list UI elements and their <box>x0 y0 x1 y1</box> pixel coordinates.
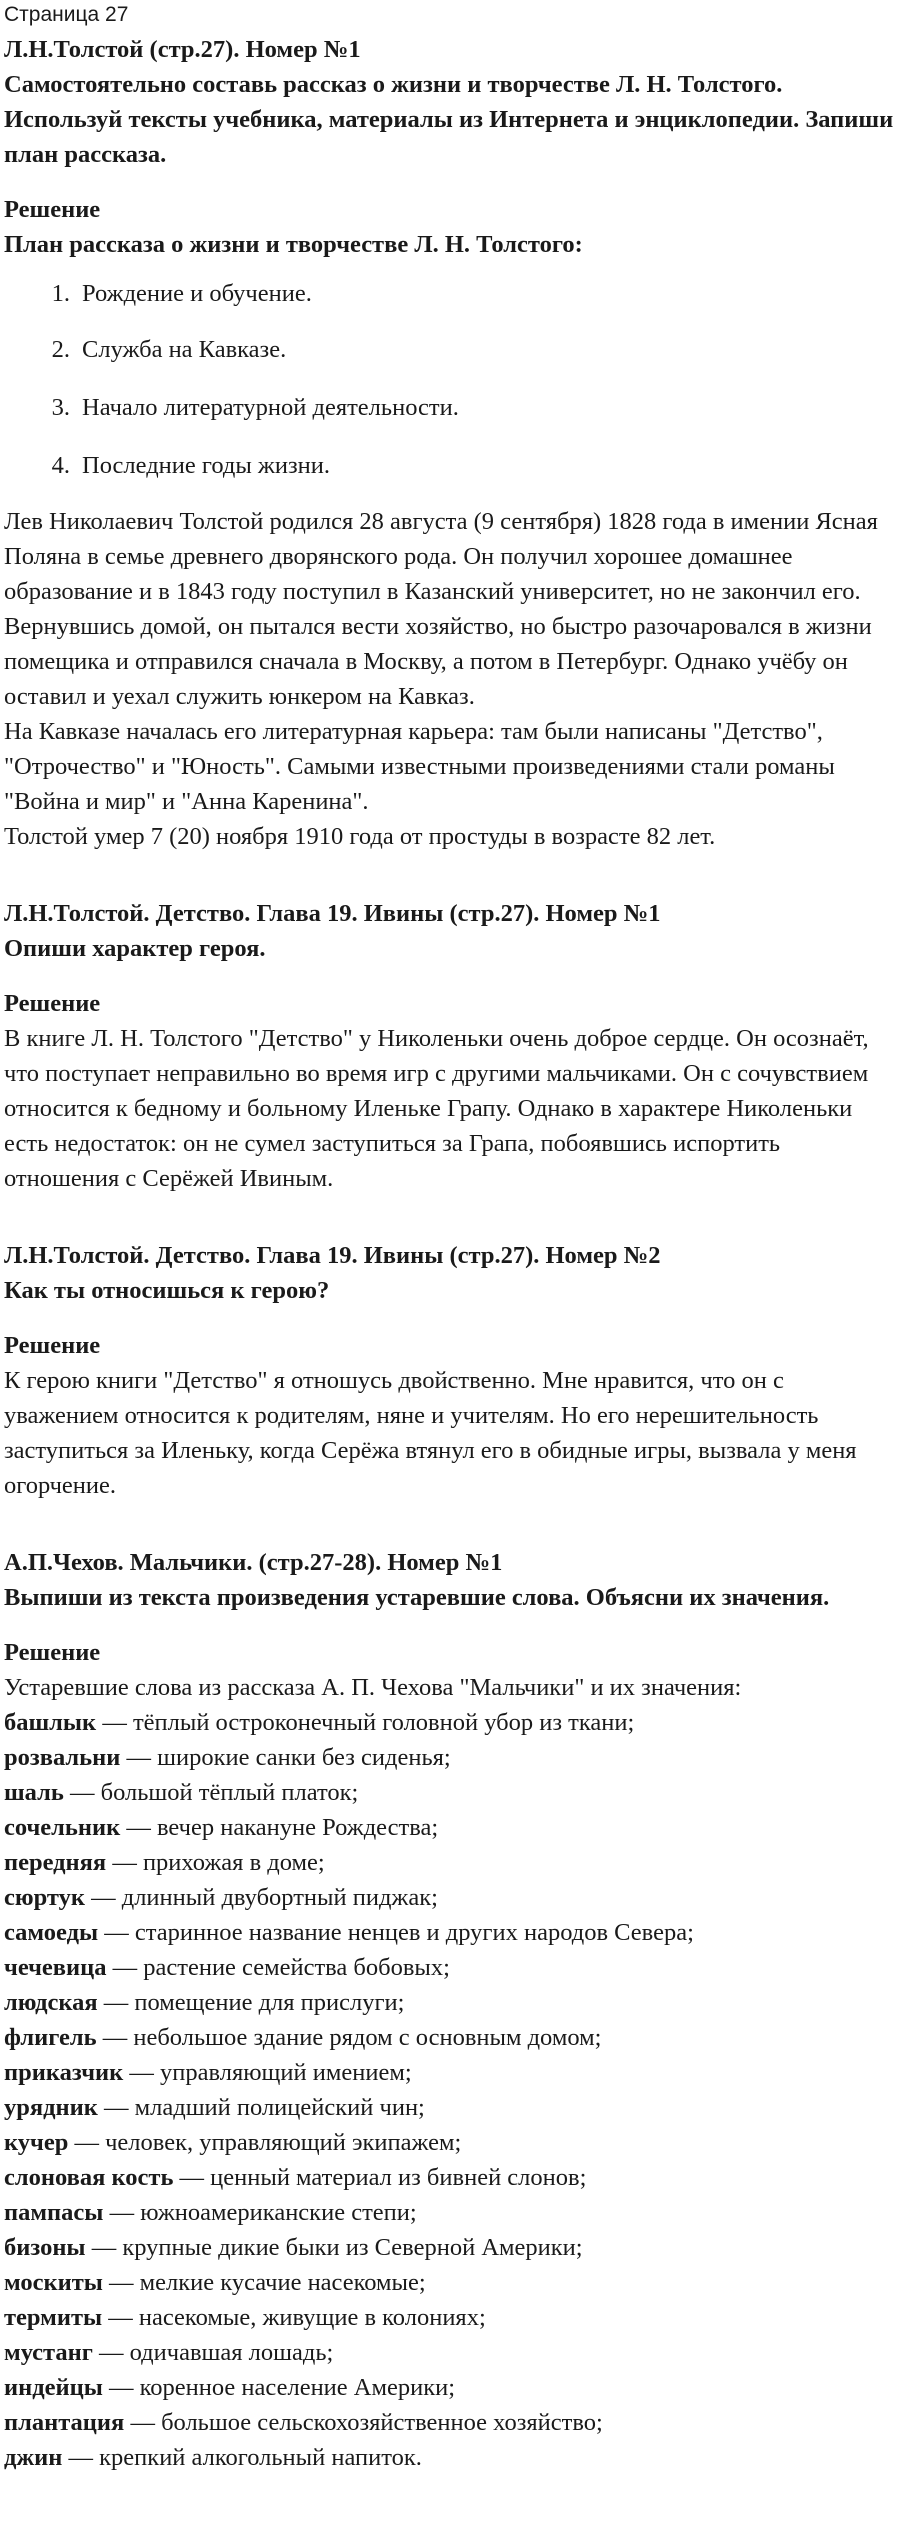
vocab-term: башлык <box>4 1709 97 1736</box>
vocab-definition: — помещение для прислуги; <box>97 1989 405 2016</box>
task-question: Выпиши из текста произведения устаревшие слова. Объясни их значения. <box>4 1584 830 1611</box>
vocab-term: плантация <box>4 2409 125 2436</box>
task-question: Самостоятельно составь рассказ о жизни и творчестве Л. Н. Толстого. Используй тексты учебника, материалы из Интернета и энциклопедии. Запиши план рассказа. <box>4 71 894 168</box>
task-title: Л.Н.Толстой. Детство. Глава 19. Ивины (стр.27). Номер №2 <box>4 1242 661 1269</box>
solution-heading: Решение <box>4 1639 101 1666</box>
answer-paragraph: В книге Л. Н. Толстого "Детство" у Николеньки очень доброе сердце. Он осознаёт, что поступает неправильно во время игр с другими мальчиками. Он с сочувствием относится к бедному и больному Иленьке Грапу. Однако в характере Николеньки есть недостаток: он не сумел заступиться за Грапа, побоявшись испортить отношения с Серёжей Ивиным. <box>4 1025 869 1192</box>
vocab-entry <box>4 1950 896 1985</box>
vocab-entry <box>4 2020 896 2055</box>
task-question: Как ты относишься к герою? <box>4 1277 330 1304</box>
vocab-definition: — небольшое здание рядом с основным домом; <box>96 2024 602 2051</box>
vocab-entry <box>4 2370 896 2405</box>
vocab-definition: — длинный двубортный пиджак; <box>84 1884 438 1911</box>
vocab-definition: — ценный материал из бивней слонов; <box>173 2164 587 2191</box>
plan-item <box>4 320 896 378</box>
vocab-term: мустанг <box>4 2339 93 2366</box>
vocab-entry <box>4 2230 896 2265</box>
vocab-term: сюртук <box>4 1884 85 1911</box>
vocab-term: розвальни <box>4 1744 121 1771</box>
vocab-entry <box>4 1985 896 2020</box>
vocab-definition: — крупные дикие быки из Северной Америки; <box>85 2234 583 2261</box>
vocab-term: людская <box>4 1989 98 2016</box>
vocab-entry <box>4 1880 896 1915</box>
vocab-definition: — управляющий имением; <box>123 2059 412 2086</box>
vocab-definition: — коренное население Америки; <box>102 2374 456 2401</box>
plan-item <box>4 378 896 436</box>
vocab-definition: — тёплый остроконечный головной убор из ткани; <box>96 1709 635 1736</box>
task-title: А.П.Чехов. Мальчики. (стр.27-28). Номер №1 <box>4 1549 503 1576</box>
plan-item-number: 2. <box>51 336 70 363</box>
task-title: Л.Н.Толстой (стр.27). Номер №1 <box>4 36 361 63</box>
vocab-term: чечевица <box>4 1954 107 1981</box>
vocab-entry <box>4 1915 896 1950</box>
vocab-entry <box>4 2335 896 2370</box>
vocab-list <box>4 1705 896 2475</box>
plan-item-text: Последние годы жизни. <box>82 452 330 479</box>
answer-paragraph: Лев Николаевич Толстой родился 28 августа (9 сентября) 1828 года в имении Ясная Поляна в семье древнего дворянского рода. Он получил хорошее домашнее образование и в 1843 году поступил в Казанский университет, но не закончил его. <box>4 508 878 605</box>
vocab-term: кучер <box>4 2129 69 2156</box>
task-childhood-character <box>4 896 896 1196</box>
vocab-entry <box>4 1705 896 1740</box>
vocab-definition: — большое сельскохозяйственное хозяйство; <box>124 2409 603 2436</box>
vocab-entry <box>4 1810 896 1845</box>
answer-paragraph: На Кавказе началась его литературная карьера: там были написаны "Детство", "Отрочество" и "Юность". Самыми известными произведениями стали романы "Война и мир" и "Анна Каренина". <box>4 718 835 815</box>
solution-heading: Решение <box>4 1332 101 1359</box>
solution-heading: Решение <box>4 990 101 1017</box>
vocab-definition: — человек, управляющий экипажем; <box>68 2129 462 2156</box>
vocab-definition: — южноамериканские степи; <box>103 2199 417 2226</box>
vocab-definition: — вечер накануне Рождества; <box>120 1814 439 1841</box>
plan-item-number: 4. <box>51 452 70 479</box>
vocab-definition: — младший полицейский чин; <box>97 2094 425 2121</box>
solution-heading: Решение <box>4 196 101 223</box>
vocab-entry <box>4 2300 896 2335</box>
vocab-definition: — широкие санки без сиденья; <box>120 1744 451 1771</box>
vocab-term: бизоны <box>4 2234 86 2261</box>
plan-list <box>4 262 896 494</box>
vocab-term: флигель <box>4 2024 97 2051</box>
vocab-definition: — прихожая в доме; <box>106 1849 325 1876</box>
vocab-term: пампасы <box>4 2199 104 2226</box>
plan-item-text: Служба на Кавказе. <box>82 336 287 363</box>
content <box>0 32 900 2475</box>
task-childhood-attitude <box>4 1238 896 1503</box>
vocab-definition: — растение семейства бобовых; <box>106 1954 450 1981</box>
vocab-entry <box>4 2160 896 2195</box>
vocab-term: индейцы <box>4 2374 103 2401</box>
vocab-term: джин <box>4 2444 63 2471</box>
vocab-term: самоеды <box>4 1919 99 1946</box>
vocab-entry <box>4 1740 896 1775</box>
page-label: Страница 27 <box>4 3 129 26</box>
vocab-entry <box>4 2440 896 2475</box>
plan-title: План рассказа о жизни и творчестве Л. Н. Толстого: <box>4 231 583 258</box>
plan-item-text: Начало литературной деятельности. <box>82 394 459 421</box>
vocab-term: приказчик <box>4 2059 124 2086</box>
vocab-entry <box>4 2090 896 2125</box>
vocab-term: передняя <box>4 1849 107 1876</box>
vocab-term: сочельник <box>4 1814 121 1841</box>
plan-item-text: Рождение и обучение. <box>82 280 312 307</box>
vocab-term: термиты <box>4 2304 103 2331</box>
task-title: Л.Н.Толстой. Детство. Глава 19. Ивины (стр.27). Номер №1 <box>4 900 661 927</box>
vocab-definition: — большой тёплый платок; <box>63 1779 359 1806</box>
vocab-term: шаль <box>4 1779 64 1806</box>
plan-item <box>4 262 896 320</box>
vocab-term: урядник <box>4 2094 98 2121</box>
vocab-entry <box>4 2125 896 2160</box>
task-chekhov-vocabulary <box>4 1545 896 2475</box>
task-question: Опиши характер героя. <box>4 935 266 962</box>
plan-item-number: 1. <box>51 280 70 307</box>
vocab-entry <box>4 2265 896 2300</box>
vocab-definition: — старинное название ненцев и других народов Севера; <box>98 1919 694 1946</box>
vocab-term: москиты <box>4 2269 103 2296</box>
vocab-definition: — насекомые, живущие в колониях; <box>102 2304 486 2331</box>
vocab-entry <box>4 1845 896 1880</box>
vocab-entry <box>4 2055 896 2090</box>
vocab-intro: Устаревшие слова из рассказа А. П. Чехова "Мальчики" и их значения: <box>4 1674 742 1701</box>
vocab-definition: — одичавшая лошадь; <box>92 2339 334 2366</box>
vocab-entry <box>4 2405 896 2440</box>
vocab-term: слоновая кость <box>4 2164 174 2191</box>
answer-paragraph: К герою книги "Детство" я отношусь двойственно. Мне нравится, что он с уважением относится к родителям, няне и учителям. Но его нерешительность заступиться за Иленьку, когда Серёжа втянул его в обидные игры, вызвала у меня огорчение. <box>4 1367 857 1499</box>
answer-paragraph: Вернувшись домой, он пытался вести хозяйство, но быстро разочаровался в жизни помещика и отправился сначала в Москву, а потом в Петербург. Однако учёбу он оставил и уехал служить юнкером на Кавказ. <box>4 613 872 710</box>
vocab-definition: — крепкий алкогольный напиток. <box>62 2444 422 2471</box>
plan-item-number: 3. <box>51 394 70 421</box>
plan-item <box>4 436 896 494</box>
vocab-entry <box>4 1775 896 1810</box>
vocab-definition: — мелкие кусачие насекомые; <box>102 2269 426 2296</box>
task-tolstoy-bio <box>4 32 896 854</box>
answer-paragraph: Толстой умер 7 (20) ноября 1910 года от простуды в возрасте 82 лет. <box>4 823 716 850</box>
vocab-entry <box>4 2195 896 2230</box>
